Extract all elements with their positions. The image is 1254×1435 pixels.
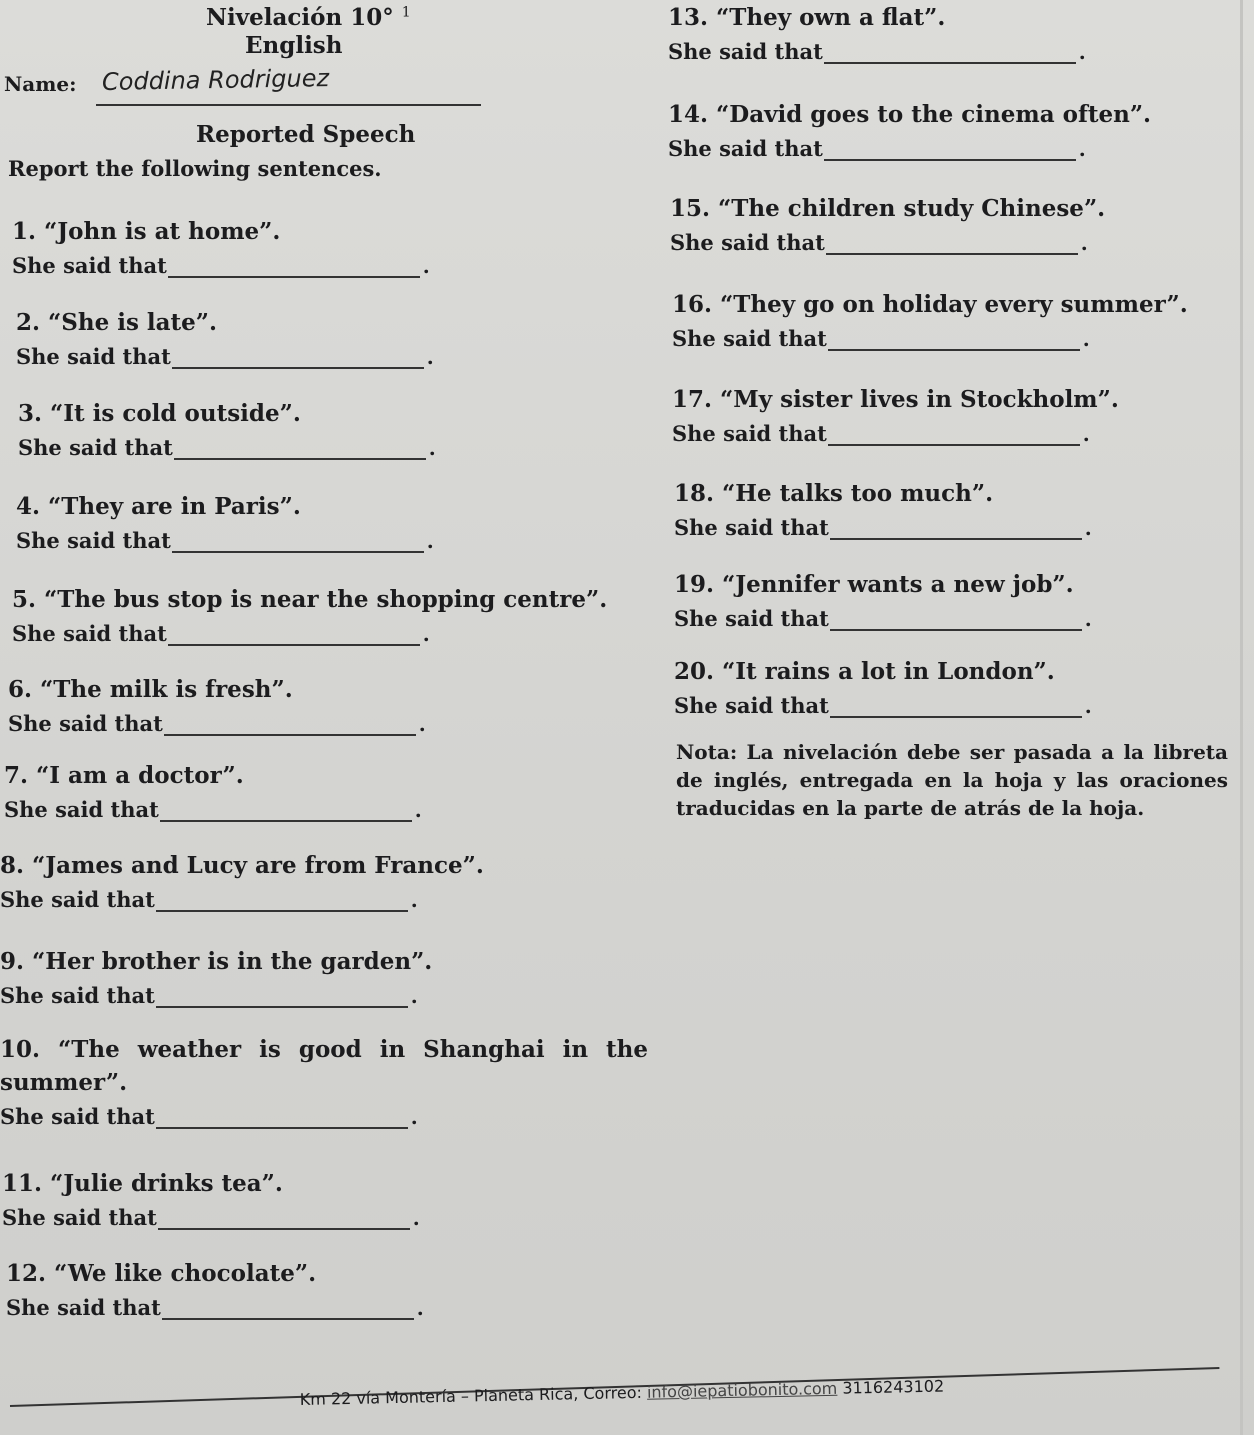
answer-blank[interactable] (828, 331, 1080, 351)
answer-row: She said that . (6, 1295, 424, 1320)
answer-blank[interactable] (168, 626, 420, 646)
answer-blank[interactable] (156, 892, 408, 912)
sentence-text: 1. “John is at home”. (12, 218, 281, 245)
answer-row: She said that . (12, 621, 430, 646)
question-7 (4, 762, 422, 822)
sentence-text: 19. “Jennifer wants a new job”. (674, 571, 1074, 598)
sentence-text: 6. “The milk is fresh”. (8, 676, 293, 703)
answer-blank[interactable] (156, 1109, 408, 1129)
answer-blank[interactable] (162, 1300, 414, 1320)
question-4 (16, 493, 434, 553)
answer-prefix: She said that (16, 344, 171, 369)
question-14 (668, 101, 1151, 161)
grade-mark: 1 (401, 4, 411, 21)
question-19 (674, 571, 1092, 631)
answer-row: She said that . (674, 693, 1092, 718)
question-5 (12, 586, 607, 646)
sentence-text-continued: summer”. (0, 1069, 128, 1096)
answer-blank[interactable] (156, 988, 408, 1008)
answer-blank[interactable] (824, 141, 1076, 161)
sentence-text: 18. “He talks too much”. (674, 480, 994, 507)
question-2 (16, 309, 434, 369)
sentence-text: 17. “My sister lives in Stockholm”. (672, 386, 1119, 413)
sentence-text: 20. “It rains a lot in London”. (674, 658, 1055, 685)
sentence-text: 13. “They own a flat”. (668, 4, 946, 31)
answer-prefix: She said that (0, 983, 155, 1008)
answer-prefix: She said that (668, 39, 823, 64)
answer-row: She said that . (672, 421, 1090, 446)
answer-row: She said that . (668, 136, 1086, 161)
answer-row: She said that . (674, 606, 1092, 631)
sentence-text: 16. “They go on holiday every summer”. (672, 291, 1188, 318)
question-10 (0, 1036, 648, 1129)
instruction: Report the following sentences. (8, 156, 382, 181)
answer-prefix: She said that (12, 253, 167, 278)
answer-row: She said that . (4, 797, 422, 822)
answer-row: She said that . (16, 528, 434, 553)
answer-row: She said that . (12, 253, 430, 278)
answer-prefix: She said that (6, 1295, 161, 1320)
sentence-text: 4. “They are in Paris”. (16, 493, 301, 520)
answer-prefix: She said that (670, 230, 825, 255)
question-20 (674, 658, 1092, 718)
answer-blank[interactable] (158, 1210, 410, 1230)
sentence-text: 7. “I am a doctor”. (4, 762, 244, 789)
question-11 (2, 1170, 420, 1230)
sentence-text: 8. “James and Lucy are from France”. (0, 852, 484, 879)
subject: English (245, 32, 343, 59)
footer-phone: 3116243102 (837, 1376, 945, 1398)
answer-prefix: She said that (674, 606, 829, 631)
answer-prefix: She said that (672, 326, 827, 351)
sentence-text: 2. “She is late”. (16, 309, 218, 336)
sentence-text: 9. “Her brother is in the garden”. (0, 948, 433, 975)
sentence-text: 5. “The bus stop is near the shopping centre”. (12, 586, 608, 613)
answer-prefix: She said that (2, 1205, 157, 1230)
answer-row: She said that . (0, 887, 418, 912)
footer (300, 1377, 945, 1409)
level-text: Nivelación 10° (206, 4, 394, 31)
answer-blank[interactable] (830, 611, 1082, 631)
answer-blank[interactable] (174, 440, 426, 460)
answer-blank[interactable] (164, 716, 416, 736)
worksheet-title: Reported Speech (196, 121, 416, 148)
question-9 (0, 948, 432, 1008)
answer-prefix: She said that (0, 887, 155, 912)
answer-row: She said that . (672, 326, 1090, 351)
answer-prefix: She said that (674, 693, 829, 718)
answer-blank[interactable] (830, 698, 1082, 718)
answer-blank[interactable] (172, 533, 424, 553)
answer-blank[interactable] (826, 235, 1078, 255)
footer-email[interactable]: info@iepatiobonito.com (646, 1378, 838, 1402)
question-16 (672, 291, 1188, 351)
answer-blank[interactable] (830, 520, 1082, 540)
answer-row: She said that . (670, 230, 1088, 255)
answer-row: She said that . (8, 711, 426, 736)
answer-prefix: She said that (668, 136, 823, 161)
answer-row: She said that . (2, 1205, 420, 1230)
answer-blank[interactable] (160, 802, 412, 822)
answer-row: She said that . (0, 983, 418, 1008)
answer-blank[interactable] (828, 426, 1080, 446)
answer-blank[interactable] (824, 44, 1076, 64)
question-3 (18, 400, 436, 460)
answer-row: She said that . (0, 1104, 418, 1129)
note-paragraph: Nota: La nivelación debe ser pasada a la libreta de inglés, entregada en la hoja y las oraciones traducidas en la parte de atrás de la hoja. (676, 740, 1228, 820)
answer-blank[interactable] (168, 258, 420, 278)
student-name: Coddina Rodriguez (101, 64, 330, 96)
paper-fold (1240, 0, 1243, 1435)
question-12 (6, 1260, 424, 1320)
sentence-text: 12. “We like chocolate”. (6, 1260, 317, 1287)
answer-row: She said that . (16, 344, 434, 369)
answer-prefix: She said that (12, 621, 167, 646)
answer-prefix: She said that (0, 1104, 155, 1129)
question-15 (670, 195, 1105, 255)
sentence-text: 15. “The children study Chinese”. (670, 195, 1106, 222)
question-6 (8, 676, 426, 736)
sentence-text: 3. “It is cold outside”. (18, 400, 301, 427)
level-title (206, 4, 411, 31)
answer-blank[interactable] (172, 349, 424, 369)
question-1 (12, 218, 430, 278)
question-18 (674, 480, 1092, 540)
sentence-text: 14. “David goes to the cinema often”. (668, 101, 1152, 128)
answer-row: She said that . (668, 39, 1086, 64)
answer-prefix: She said that (16, 528, 171, 553)
answer-prefix: She said that (674, 515, 829, 540)
sentence-text: 11. “Julie drinks tea”. (2, 1170, 283, 1197)
answer-prefix: She said that (672, 421, 827, 446)
answer-prefix: She said that (4, 797, 159, 822)
question-13 (668, 4, 1086, 64)
footer-address: Km 22 vía Montería – Planeta Rica, Correo: (299, 1382, 648, 1409)
question-17 (672, 386, 1119, 446)
answer-prefix: She said that (18, 435, 173, 460)
answer-prefix: She said that (8, 711, 163, 736)
name-label: Name: (4, 72, 77, 96)
sentence-text: 10. “The weather is good in Shanghai in the (0, 1036, 649, 1063)
answer-row: She said that . (18, 435, 436, 460)
question-8 (0, 852, 484, 912)
answer-row: She said that . (674, 515, 1092, 540)
